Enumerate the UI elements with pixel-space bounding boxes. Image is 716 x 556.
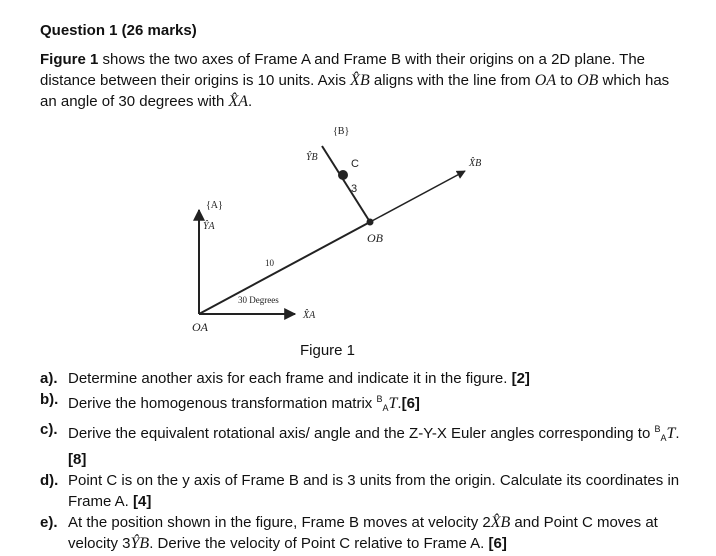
question-marks: [6] [401, 395, 420, 412]
oa-label: OA [192, 320, 208, 334]
question-label: e). [40, 514, 58, 531]
question-c: c). Derive the equivalent rotational axis/ angle and the Z-Y-X Euler angles corresponding to $^B_A$T. [8] [40, 421, 680, 468]
question-text: . Derive the velocity of Point C relative to Frame A. [149, 535, 489, 552]
ob-label: OB [367, 231, 383, 245]
question-d [40, 470, 690, 512]
intro-text-3: to [556, 72, 577, 89]
xa-label: X̂A [303, 310, 316, 321]
transform-symbol: T [388, 395, 398, 412]
xb-label: X̂B [469, 158, 482, 169]
question-label: c). [40, 421, 58, 438]
transform-symbol: T [666, 425, 676, 442]
question-text: Determine another axis for each frame and indicate it in the figure. [68, 370, 512, 387]
intro-text-1: shows the two axes of Frame A and Frame B with their origins on a 2D plane. The distance between their origins is 10 units. Axis [40, 51, 646, 89]
axis-yb-symbol: ŶB [130, 535, 150, 552]
ob-origin-dot [367, 219, 374, 226]
axis-xa-symbol: X̂A [228, 93, 249, 110]
question-e [40, 512, 690, 554]
c-label: C [351, 158, 359, 170]
question-text: Derive the homogenous transformation matrix [68, 395, 377, 412]
distance-c-label: 3 [351, 183, 358, 195]
frame-b-label: {B} [333, 126, 350, 137]
transform-subscript: A [382, 403, 389, 413]
axis-xb-symbol: X̂B [350, 72, 370, 89]
question-label: b). [40, 391, 59, 408]
oa-symbol: OA [534, 72, 557, 89]
angle-label: 30 Degrees [238, 295, 279, 305]
question-list [40, 368, 690, 554]
frame-a-label: {A} [206, 200, 223, 211]
question-text: Derive the equivalent rotational axis/ angle and the Z-Y-X Euler angles corresponding to [68, 425, 655, 442]
question-text: At the position shown in the figure, Frame B moves at velocity 2 [68, 514, 491, 531]
ya-label: ŶA [203, 221, 215, 232]
distance-label: 10 [265, 258, 274, 268]
yb-axis-line [322, 146, 370, 222]
question-text: Point C is on the y axis of Frame B and is 3 units from the origin. Calculate its coordinates in Frame A. [68, 472, 680, 510]
question-marks: [4] [133, 493, 152, 510]
xb-axis-line [370, 171, 465, 222]
question-marks: [2] [511, 370, 530, 387]
frames-diagram [180, 118, 530, 338]
question-heading: Question 1 (26 marks) [40, 22, 197, 39]
oa-ob-line [199, 222, 370, 314]
question-label: d). [40, 472, 59, 489]
transform-subscript: A [660, 433, 667, 443]
axis-xb-symbol: X̂B [490, 514, 511, 531]
question-text: and Point C moves at velocity 3 [68, 514, 658, 552]
question-marks: [8] [68, 451, 87, 468]
ob-symbol: OB [576, 72, 599, 89]
transform-superscript: B [654, 424, 661, 434]
question-marks: [6] [488, 535, 507, 552]
transform-superscript: B [376, 394, 383, 404]
figure-caption: Figure 1 [300, 342, 356, 359]
point-c-dot [338, 170, 348, 180]
intro-text-2: aligns with the line from [369, 72, 535, 89]
yb-label: ŶB [306, 152, 318, 163]
intro-text-5: . [248, 93, 253, 110]
intro-paragraph [40, 49, 680, 112]
question-label: a). [40, 370, 58, 387]
intro-text-4: which has an angle of 30 degrees with [40, 72, 670, 110]
question-a [40, 368, 690, 389]
question-b: b). Derive the homogenous transformation matrix $^B_A$T.[6] [40, 391, 420, 413]
figure-reference: Figure 1 [40, 51, 99, 68]
